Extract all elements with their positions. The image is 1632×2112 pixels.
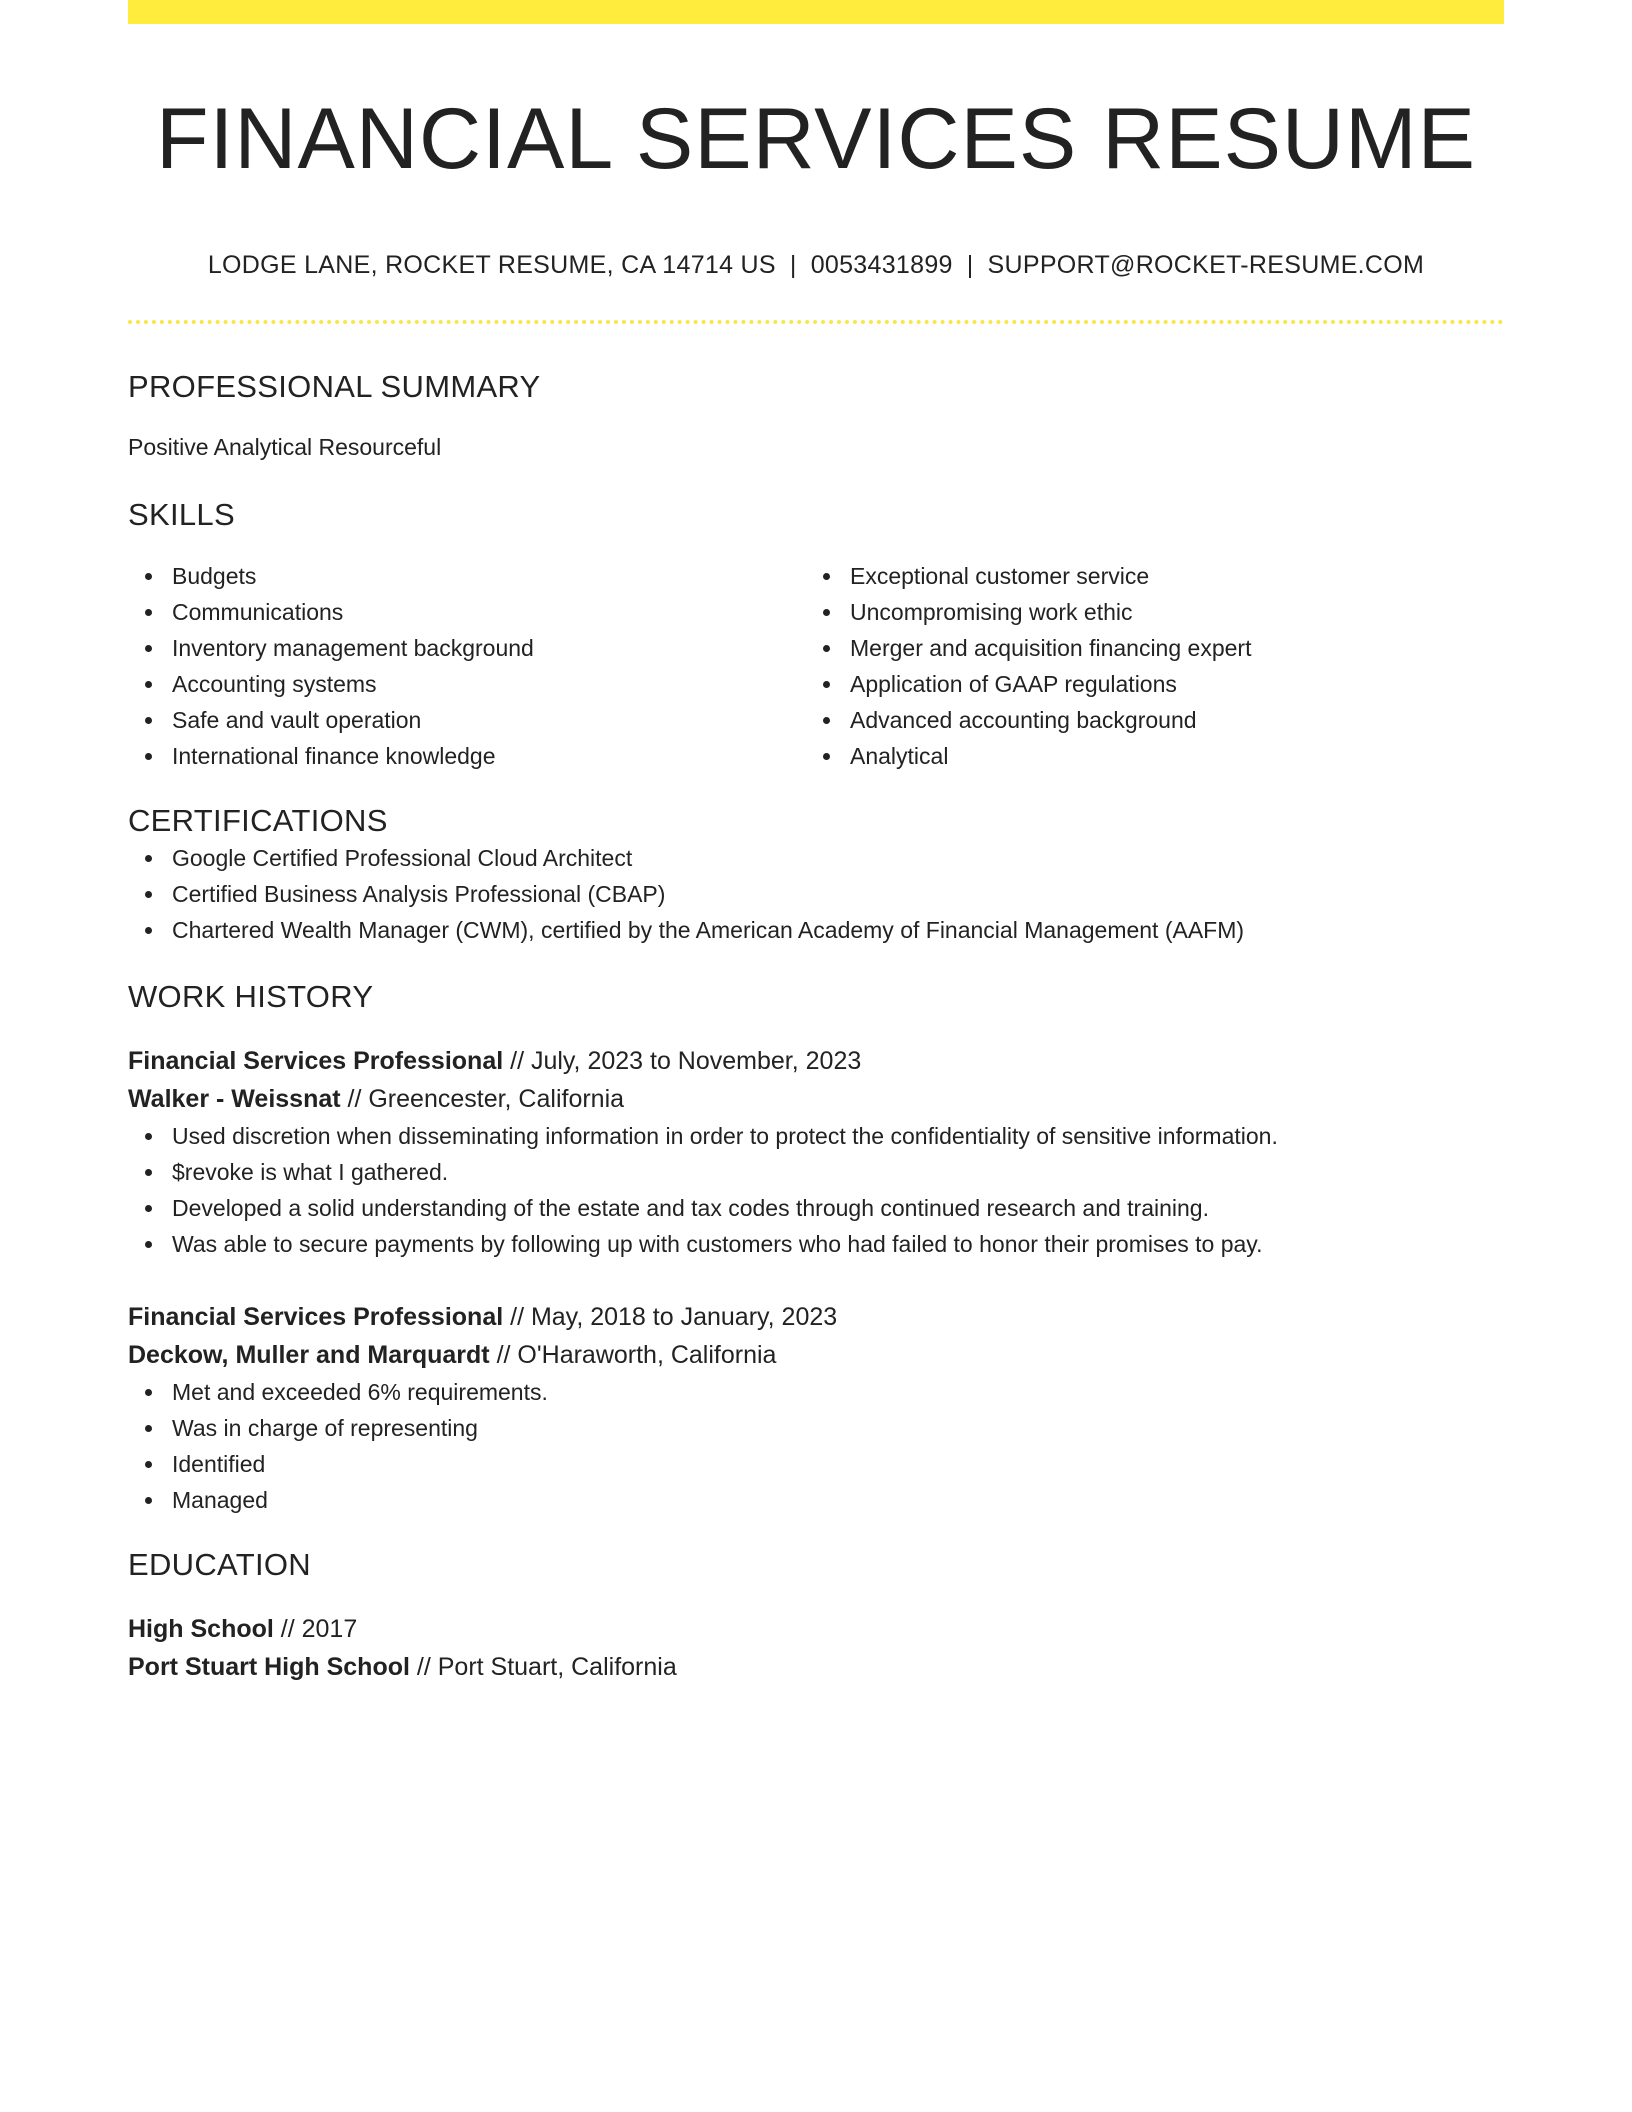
contact-email: SUPPORT@ROCKET-RESUME.COM bbox=[987, 251, 1425, 279]
contact-separator: | bbox=[966, 251, 974, 279]
job-duty-item: Developed a solid understanding of the estate and tax codes through continued research and training. bbox=[128, 1190, 1504, 1226]
skill-item: Exceptional customer service bbox=[806, 558, 1484, 594]
skill-item: Analytical bbox=[806, 738, 1484, 774]
contact-separator: | bbox=[789, 251, 797, 279]
job-dates: // July, 2023 to November, 2023 bbox=[503, 1047, 862, 1075]
job-role: Financial Services Professional bbox=[128, 1303, 504, 1331]
job-company: Walker - Weissnat bbox=[128, 1085, 341, 1113]
education-location: // Port Stuart, California bbox=[409, 1653, 677, 1681]
job-duty-item: Managed bbox=[128, 1482, 1504, 1518]
job-duty-item: $revoke is what I gathered. bbox=[128, 1154, 1504, 1190]
education-degree: High School bbox=[128, 1615, 274, 1643]
job-location: // Greencester, California bbox=[340, 1085, 625, 1113]
job-company-line bbox=[128, 1336, 1504, 1374]
job-duty-item: Used discretion when disseminating information in order to protect the confidentiality of sensitive information. bbox=[128, 1118, 1504, 1154]
job-duty-item: Was in charge of representing bbox=[128, 1410, 1504, 1446]
job-title-line bbox=[128, 1042, 1504, 1080]
education-year: // 2017 bbox=[273, 1615, 358, 1643]
summary-heading: PROFESSIONAL SUMMARY bbox=[128, 369, 541, 404]
contact-phone: 0053431899 bbox=[810, 251, 953, 279]
skill-item: Uncompromising work ethic bbox=[806, 594, 1484, 630]
job-dates: // May, 2018 to January, 2023 bbox=[503, 1303, 838, 1331]
job-duty-item: Identified bbox=[128, 1446, 1504, 1482]
certifications-heading: CERTIFICATIONS bbox=[128, 803, 388, 838]
job-role: Financial Services Professional bbox=[128, 1047, 504, 1075]
skill-item: Communications bbox=[128, 594, 806, 630]
contact-address: LODGE LANE, ROCKET RESUME, CA 14714 US bbox=[207, 251, 776, 279]
education-school-line bbox=[128, 1648, 1504, 1686]
skill-item: International finance knowledge bbox=[128, 738, 806, 774]
job-duty-item: Was able to secure payments by following up with customers who had failed to honor their promises to pay. bbox=[128, 1226, 1504, 1262]
skill-item: Merger and acquisition financing expert bbox=[806, 630, 1484, 666]
education-degree-line bbox=[128, 1610, 1504, 1648]
job-location: // O'Haraworth, California bbox=[489, 1341, 777, 1369]
job-company-line bbox=[128, 1080, 1504, 1118]
skill-item: Advanced accounting background bbox=[806, 702, 1484, 738]
certifications-list bbox=[128, 840, 1504, 948]
certification-item: Certified Business Analysis Professional (CBAP) bbox=[128, 876, 1504, 912]
skills-grid bbox=[128, 558, 1504, 774]
skill-item: Accounting systems bbox=[128, 666, 806, 702]
job-title-line bbox=[128, 1298, 1504, 1336]
job-duties-list bbox=[128, 1118, 1504, 1262]
contact-line bbox=[128, 248, 1504, 282]
job-company: Deckow, Muller and Marquardt bbox=[128, 1341, 490, 1369]
job-duties-list bbox=[128, 1374, 1504, 1518]
skills-list-left bbox=[128, 558, 806, 774]
certification-item: Chartered Wealth Manager (CWM), certified by the American Academy of Financial Management (AAFM) bbox=[128, 912, 1504, 948]
skill-item: Inventory management background bbox=[128, 630, 806, 666]
accent-bar bbox=[128, 0, 1504, 24]
certification-item: Google Certified Professional Cloud Architect bbox=[128, 840, 1504, 876]
job-duty-item: Met and exceeded 6% requirements. bbox=[128, 1374, 1504, 1410]
education-heading: EDUCATION bbox=[128, 1547, 311, 1582]
skill-item: Application of GAAP regulations bbox=[806, 666, 1484, 702]
summary-text: Positive Analytical Resourceful bbox=[128, 434, 442, 460]
skills-column-right bbox=[806, 558, 1484, 774]
skill-item: Budgets bbox=[128, 558, 806, 594]
skills-heading: SKILLS bbox=[128, 497, 235, 532]
skills-list-right bbox=[806, 558, 1484, 774]
resume-title: FINANCIAL SERVICES RESUME bbox=[155, 91, 1477, 187]
education-school: Port Stuart High School bbox=[128, 1653, 410, 1681]
resume-content bbox=[128, 24, 1504, 1686]
work-history-heading: WORK HISTORY bbox=[128, 979, 374, 1014]
skills-column-left bbox=[128, 558, 806, 774]
skill-item: Safe and vault operation bbox=[128, 702, 806, 738]
dotted-divider bbox=[128, 320, 1504, 324]
